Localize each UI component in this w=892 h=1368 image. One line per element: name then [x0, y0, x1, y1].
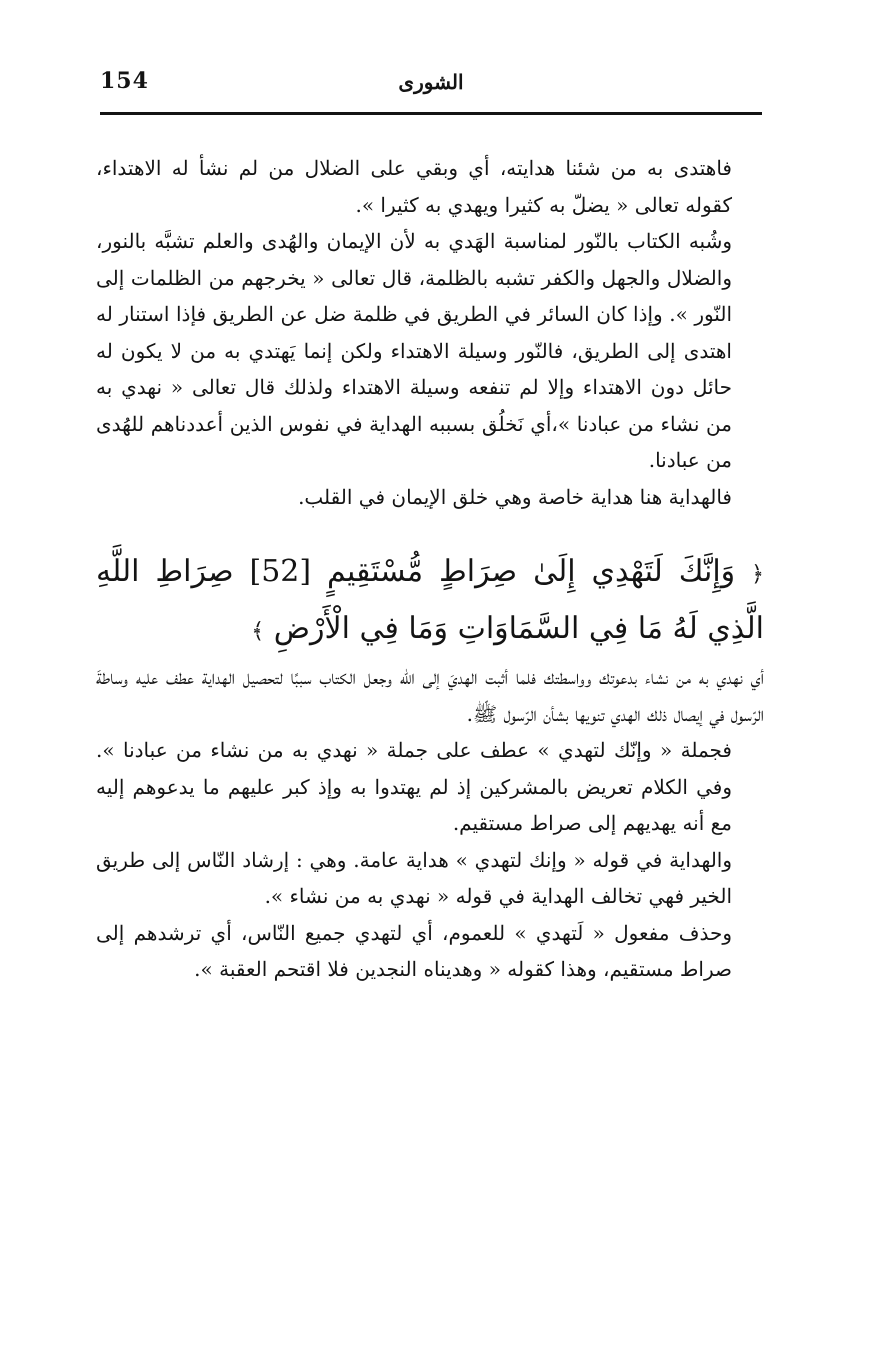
- verse-open-bracket: ﴿: [751, 562, 764, 587]
- paragraph-2: وشُبه الكتاب بالنّور لمناسبة الهَدي به لأن الإيمان والهُدى والعلم تشبَّه بالنور، والضلال والجهل والكفر تشبه بالظلمة، قال تعالى « يخرجهم من الظلمات إلى النّور ». وإذا كان السائر في الطريق في ظلمة ضل عن الطريق فإذا استنار له اهتدى إلى الطريق، فالنّور وسيلة الاهتداء ولكن إنما يَهتدي به من لا يكون له حائل دون الاهتداء وإلا لم تنفعه وسيلة الاهتداء ولذلك قال تعالى « نهدي به من نشاء من عبادنا »،أي نَخلُق بسببه الهداية في نفوس الذين أعددناهم للهُدى من عبادنا.: [96, 229, 732, 472]
- running-title: الشورى: [398, 70, 464, 94]
- header-divider: [100, 112, 762, 115]
- verse-close-bracket: ﴾: [251, 619, 265, 644]
- paragraph-3: فالهداية هنا هداية خاصة وهي خلق الإيمان في القلب.: [298, 484, 732, 509]
- page-header: [100, 60, 762, 106]
- paragraph-1: فاهتدى به من شئنا هدايته، أي وبقي على الضلال من لم نشأ له الاهتداء، كقوله تعالى « يضلّ به كثيرا ويهدي به كثيرا ».: [96, 156, 732, 217]
- page-body: [96, 150, 764, 988]
- paragraph-4: أي نهدي به من نشاء بدعوتك وواسطتك فلما أثبت الهديَ إلى الله وجعل الكتاب سببًا لتحصيل الهداية عطف عليه وساطةَ الرّسول في إيصال ذلك الهدي تنويها بشأن الرّسول ﷺ.: [96, 665, 764, 726]
- paragraph-6: والهداية في قوله « وإنك لتهدي » هداية عامة. وهي : إرشاد النّاس إلى طريق الخير فهي تخالف الهداية في قوله « نهدي به من نشاء ».: [96, 847, 732, 908]
- paragraph-7: وحذف مفعول « لَتهدي » للعموم، أي لتهدي جميع النّاس، أي ترشدهم إلى صراط مستقيم، وهذا كقوله « وهديناه النجدين فلا اقتحم العقبة ».: [96, 920, 732, 981]
- page-number: 154: [100, 68, 149, 94]
- paragraph-5: فجملة « وإنّك لتهدي » عطف على جملة « نهدي به من نشاء من عبادنا ». وفي الكلام تعريض بالمشركين إذ لم يهتدوا به وإذ كبر عليهم ما يدعوهم إليه مع أنه يهديهم إلى صراط مستقيم.: [96, 738, 732, 835]
- verse-text: وَإِنَّكَ لَتَهْدِي إِلَىٰ صِرَاطٍ مُّسْتَقِيمٍ [52] صِرَاطِ اللَّهِ الَّذِي لَهُ مَا فِي السَّمَاوَاتِ وَمَا فِي الْأَرْضِ: [96, 554, 764, 646]
- quran-verse: [96, 545, 764, 659]
